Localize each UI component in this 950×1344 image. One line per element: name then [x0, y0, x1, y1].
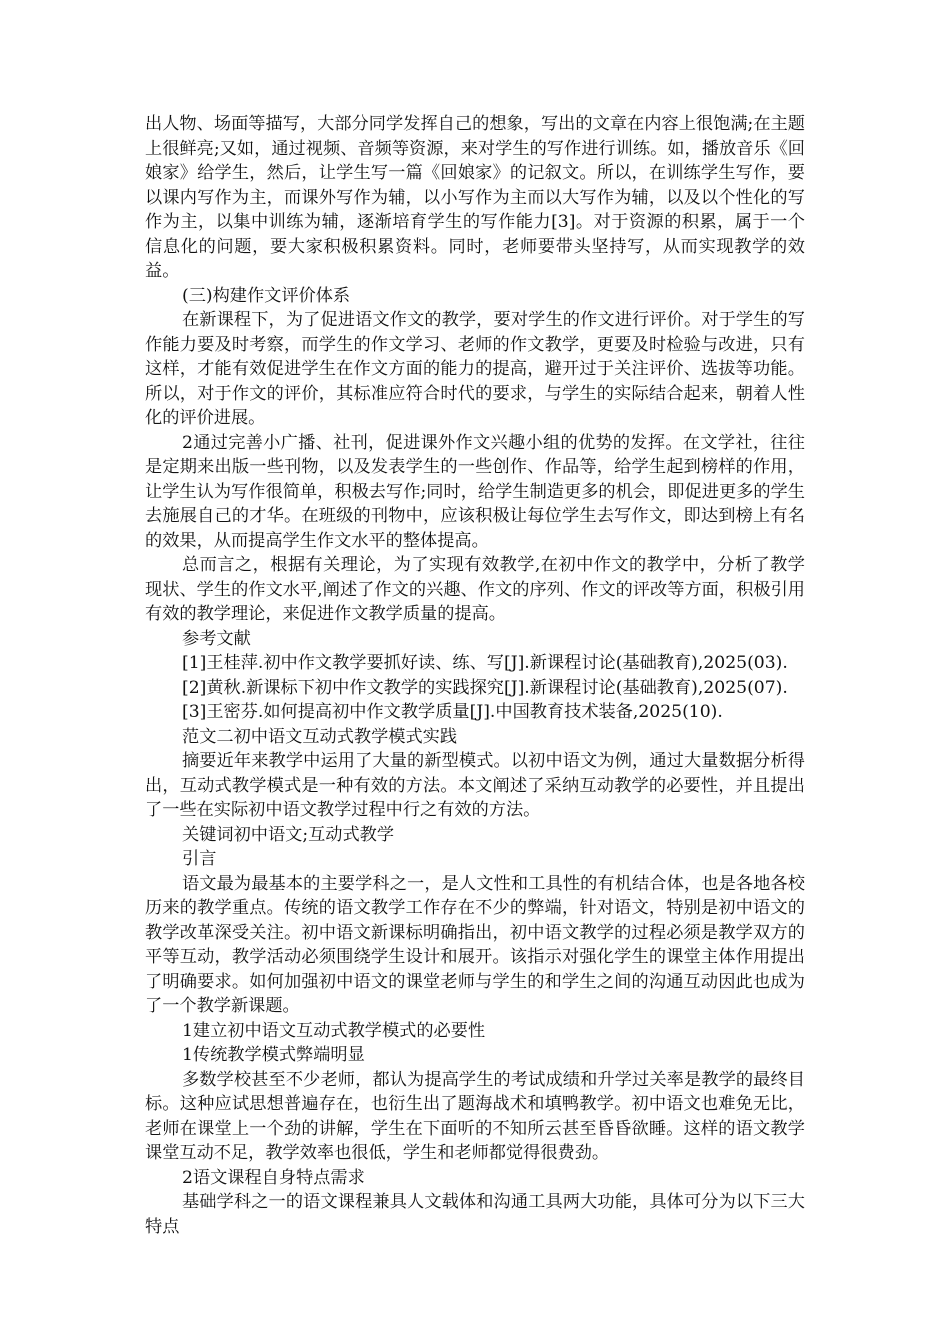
paragraph-introduction: 语文最为最基本的主要学科之一，是人文性和工具性的有机结合体，也是各地各校历来的教学重点。传统的语文教学工作存在不少的弊端，针对语文，特别是初中语文的教学改革深受关注。初中语文新课标明确指出，初中语文教学的过程必须是教学双方的平等互动，教学活动必须围绕学生设计和展开。该指示对强化学生的课堂主体作用提出了明确要求。如何加强初中语文的课堂老师与学生的和学生之间的沟通互动因此也成为了一个教学新课题。 — [145, 873, 805, 1016]
document-body — [145, 112, 805, 1239]
paragraph-writing-resources: 出人物、场面等描写，大部分同学发挥自己的想象，写出的文章在内容上很饱满;在主题上很鲜亮;又如，通过视频、音频等资源，来对学生的写作进行训练。如，播放音乐《回娘家》给学生，然后，让学生写一篇《回娘家》的记叙文。所以，在训练学生写作，要以课内写作为主，而课外写作为辅，以小写作为主而以大写作为辅，以及以个性化的写作为主，以集中训练为辅，逐渐培育学生的写作能力[3]。对于资源的积累，属于一个信息化的问题，要大家积极积累资料。同时，老师要带头坚持写，从而实现教学的效益。 — [145, 114, 805, 281]
paragraph-traditional-drawbacks: 多数学校甚至不少老师，都认为提高学生的考试成绩和升学过关率是教学的最终目标。这种应试思想普遍存在，也衍生出了题海战术和填鸭教学。初中语文也难免无比，老师在课堂上一个劲的讲解，学生在下面听的不知所云甚至昏昏欲睡。这样的语文教学课堂互动不足，教学效率也很低，学生和老师都觉得很费劲。 — [145, 1069, 805, 1163]
reference-1: [1]王桂萍.初中作文教学要抓好读、练、写[J].新课程讨论(基础教育),2025(03). — [182, 653, 788, 673]
paragraph-evaluation: 在新课程下，为了促进语文作文的教学，要对学生的作文进行评价。对于学生的写作能力要及时考察，而学生的作文学习、老师的作文教学，更要及时检验与改进，只有这样，才能有效促进学生在作文方面的能力的提高，避开过于关注评价、选拔等功能。所以，对于作文的评价，其标准应符合时代的要求，与学生的实际结合起来，朝着人性化的评价进展。 — [145, 310, 805, 428]
heading-sample-two: 范文二初中语文互动式教学模式实践 — [182, 726, 458, 747]
paragraph-keywords: 关键词初中语文;互动式教学 — [182, 824, 395, 845]
paragraph-conclusion: 总而言之，根据有关理论，为了实现有效教学,在初中作文的教学中，分析了教学现状、学生的作文水平,阐述了作文的兴趣、作文的序列、作文的评改等方面，积极引用有效的教学理论，来促进作文教学质量的提高。 — [145, 555, 805, 624]
heading-necessity: 1建立初中语文互动式教学模式的必要性 — [182, 1020, 486, 1041]
heading-references: 参考文献 — [182, 628, 251, 649]
reference-2: [2]黄秋.新课标下初中作文教学的实践探究[J].新课程讨论(基础教育),2025(07). — [182, 677, 788, 698]
heading-evaluation-system: (三)构建作文评价体系 — [182, 285, 351, 306]
reference-3: [3]王密芬.如何提高初中作文教学质量[J].中国教育技术装备,2025(10). — [182, 702, 723, 722]
paragraph-course-characteristics: 基础学科之一的语文课程兼具人文载体和沟通工具两大功能，具体可分为以下三大特点 — [145, 1192, 805, 1237]
heading-course-characteristics: 2语文课程自身特点需求 — [182, 1167, 365, 1188]
paragraph-broadcast-journal: 2通过完善小广播、社刊，促进课外作文兴趣小组的优势的发挥。在文学社，往往是定期来出版一些刊物，以及发表学生的一些创作、作品等，给学生起到榜样的作用，让学生认为写作很简单，积极去写作;同时，给学生制造更多的机会，即促进更多的学生去施展自己的才华。在班级的刊物中，应该积极让每位学生去写作文，即达到榜上有名的效果，从而提高学生作文水平的整体提高。 — [145, 432, 805, 551]
heading-traditional-drawbacks: 1传统教学模式弊端明显 — [182, 1045, 365, 1065]
heading-introduction: 引言 — [182, 849, 217, 869]
paragraph-abstract: 摘要近年来教学中运用了大量的新型模式。以初中语文为例，通过大量数据分析得出，互动式教学模式是一种有效的方法。本文阐述了采纳互动教学的必要性，并且提出了一些在实际初中语文教学过程中行之有效的方法。 — [145, 751, 805, 820]
